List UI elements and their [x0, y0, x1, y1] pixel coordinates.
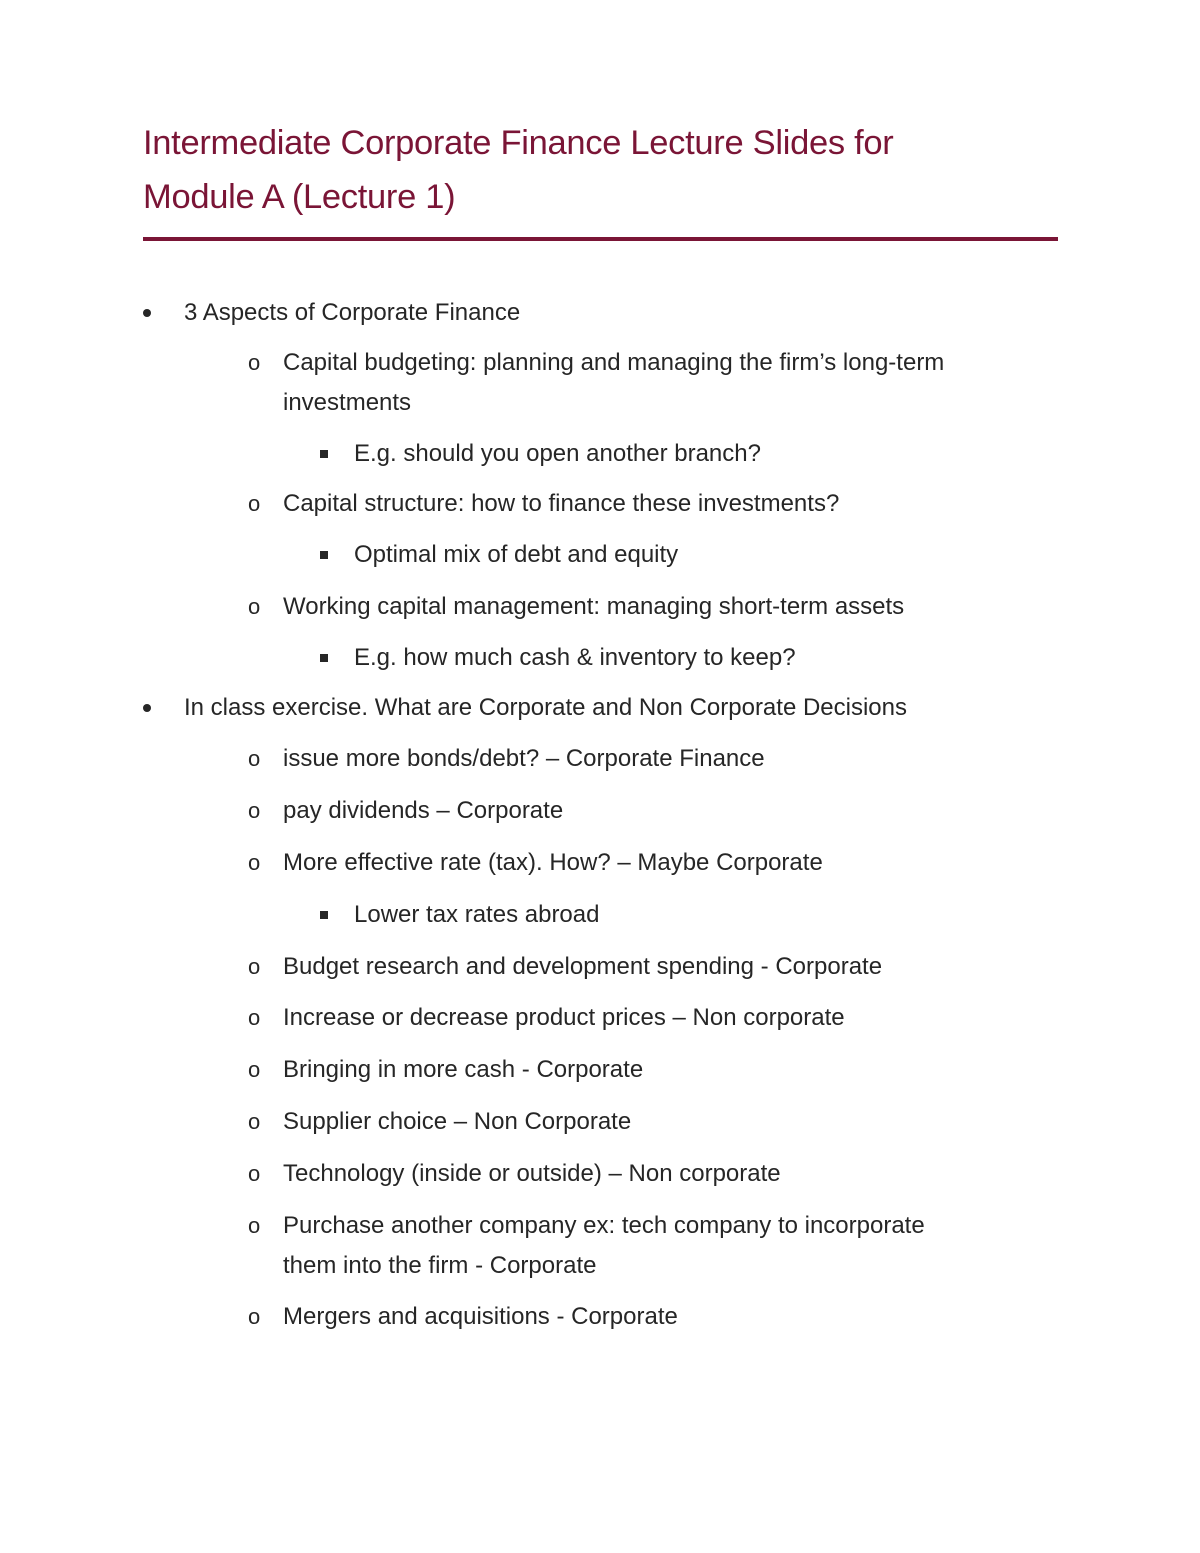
- bullet-circle-icon: o: [248, 1057, 261, 1082]
- outline-item-level-3: Lower tax rates abroad: [354, 901, 600, 928]
- document-title: [143, 116, 1083, 224]
- bullet-square-icon: [320, 551, 328, 559]
- bullet-dot-icon: [143, 309, 151, 317]
- bullet-circle-icon: o: [248, 850, 261, 875]
- outline-item-level-2: Supplier choice – Non Corporate: [283, 1108, 632, 1135]
- outline-item-continuation: them into the firm - Corporate: [283, 1252, 597, 1279]
- bullet-circle-icon: o: [248, 491, 261, 516]
- outline-item-level-3: E.g. should you open another branch?: [354, 440, 761, 467]
- bullet-dot-icon: [143, 704, 151, 712]
- bullet-square-icon: [320, 911, 328, 919]
- bullet-circle-icon: o: [248, 954, 261, 979]
- bullet-square-icon: [320, 654, 328, 662]
- bullet-circle-icon: o: [248, 746, 261, 771]
- bullet-circle-icon: o: [248, 1109, 261, 1134]
- bullet-circle-icon: o: [248, 1213, 261, 1238]
- outline-item-continuation: investments: [283, 389, 412, 416]
- outline-item-level-3: Optimal mix of debt and equity: [354, 541, 679, 568]
- bullet-circle-icon: o: [248, 1005, 261, 1030]
- outline-item-level-2: issue more bonds/debt? – Corporate Finance: [283, 745, 765, 772]
- bullet-circle-icon: o: [248, 1161, 261, 1186]
- title-divider: [143, 237, 1058, 241]
- title-line-1: Intermediate Corporate Finance Lecture Slides for: [143, 124, 894, 162]
- outline-item-level-2: Capital budgeting: planning and managing the firm’s long-term: [283, 349, 945, 376]
- outline-item-level-1: 3 Aspects of Corporate Finance: [184, 299, 521, 326]
- outline-item-level-1: In class exercise. What are Corporate and Non Corporate Decisions: [184, 694, 907, 721]
- outline-item-level-2: pay dividends – Corporate: [283, 797, 564, 824]
- bullet-circle-icon: o: [248, 798, 261, 823]
- outline-item-level-2: Capital structure: how to finance these investments?: [283, 490, 840, 517]
- bullet-circle-icon: o: [248, 350, 261, 375]
- outline-item-level-2: More effective rate (tax). How? – Maybe Corporate: [283, 849, 823, 876]
- outline-item-level-2: Budget research and development spending - Corporate: [283, 953, 883, 980]
- bullet-square-icon: [320, 450, 328, 458]
- outline-item-level-2: Mergers and acquisitions - Corporate: [283, 1303, 678, 1330]
- outline-item-level-2: Working capital management: managing short-term assets: [283, 593, 905, 620]
- bullet-circle-icon: o: [248, 1304, 261, 1329]
- outline-item-level-3: E.g. how much cash & inventory to keep?: [354, 644, 796, 671]
- outline-item-level-2: Purchase another company ex: tech company to incorporate: [283, 1212, 925, 1239]
- outline-item-level-2: Increase or decrease product prices – Non corporate: [283, 1004, 845, 1031]
- outline-item-level-2: Technology (inside or outside) – Non corporate: [283, 1160, 781, 1187]
- outline-item-level-2: Bringing in more cash - Corporate: [283, 1056, 644, 1083]
- bullet-circle-icon: o: [248, 594, 261, 619]
- title-line-2: Module A (Lecture 1): [143, 178, 456, 216]
